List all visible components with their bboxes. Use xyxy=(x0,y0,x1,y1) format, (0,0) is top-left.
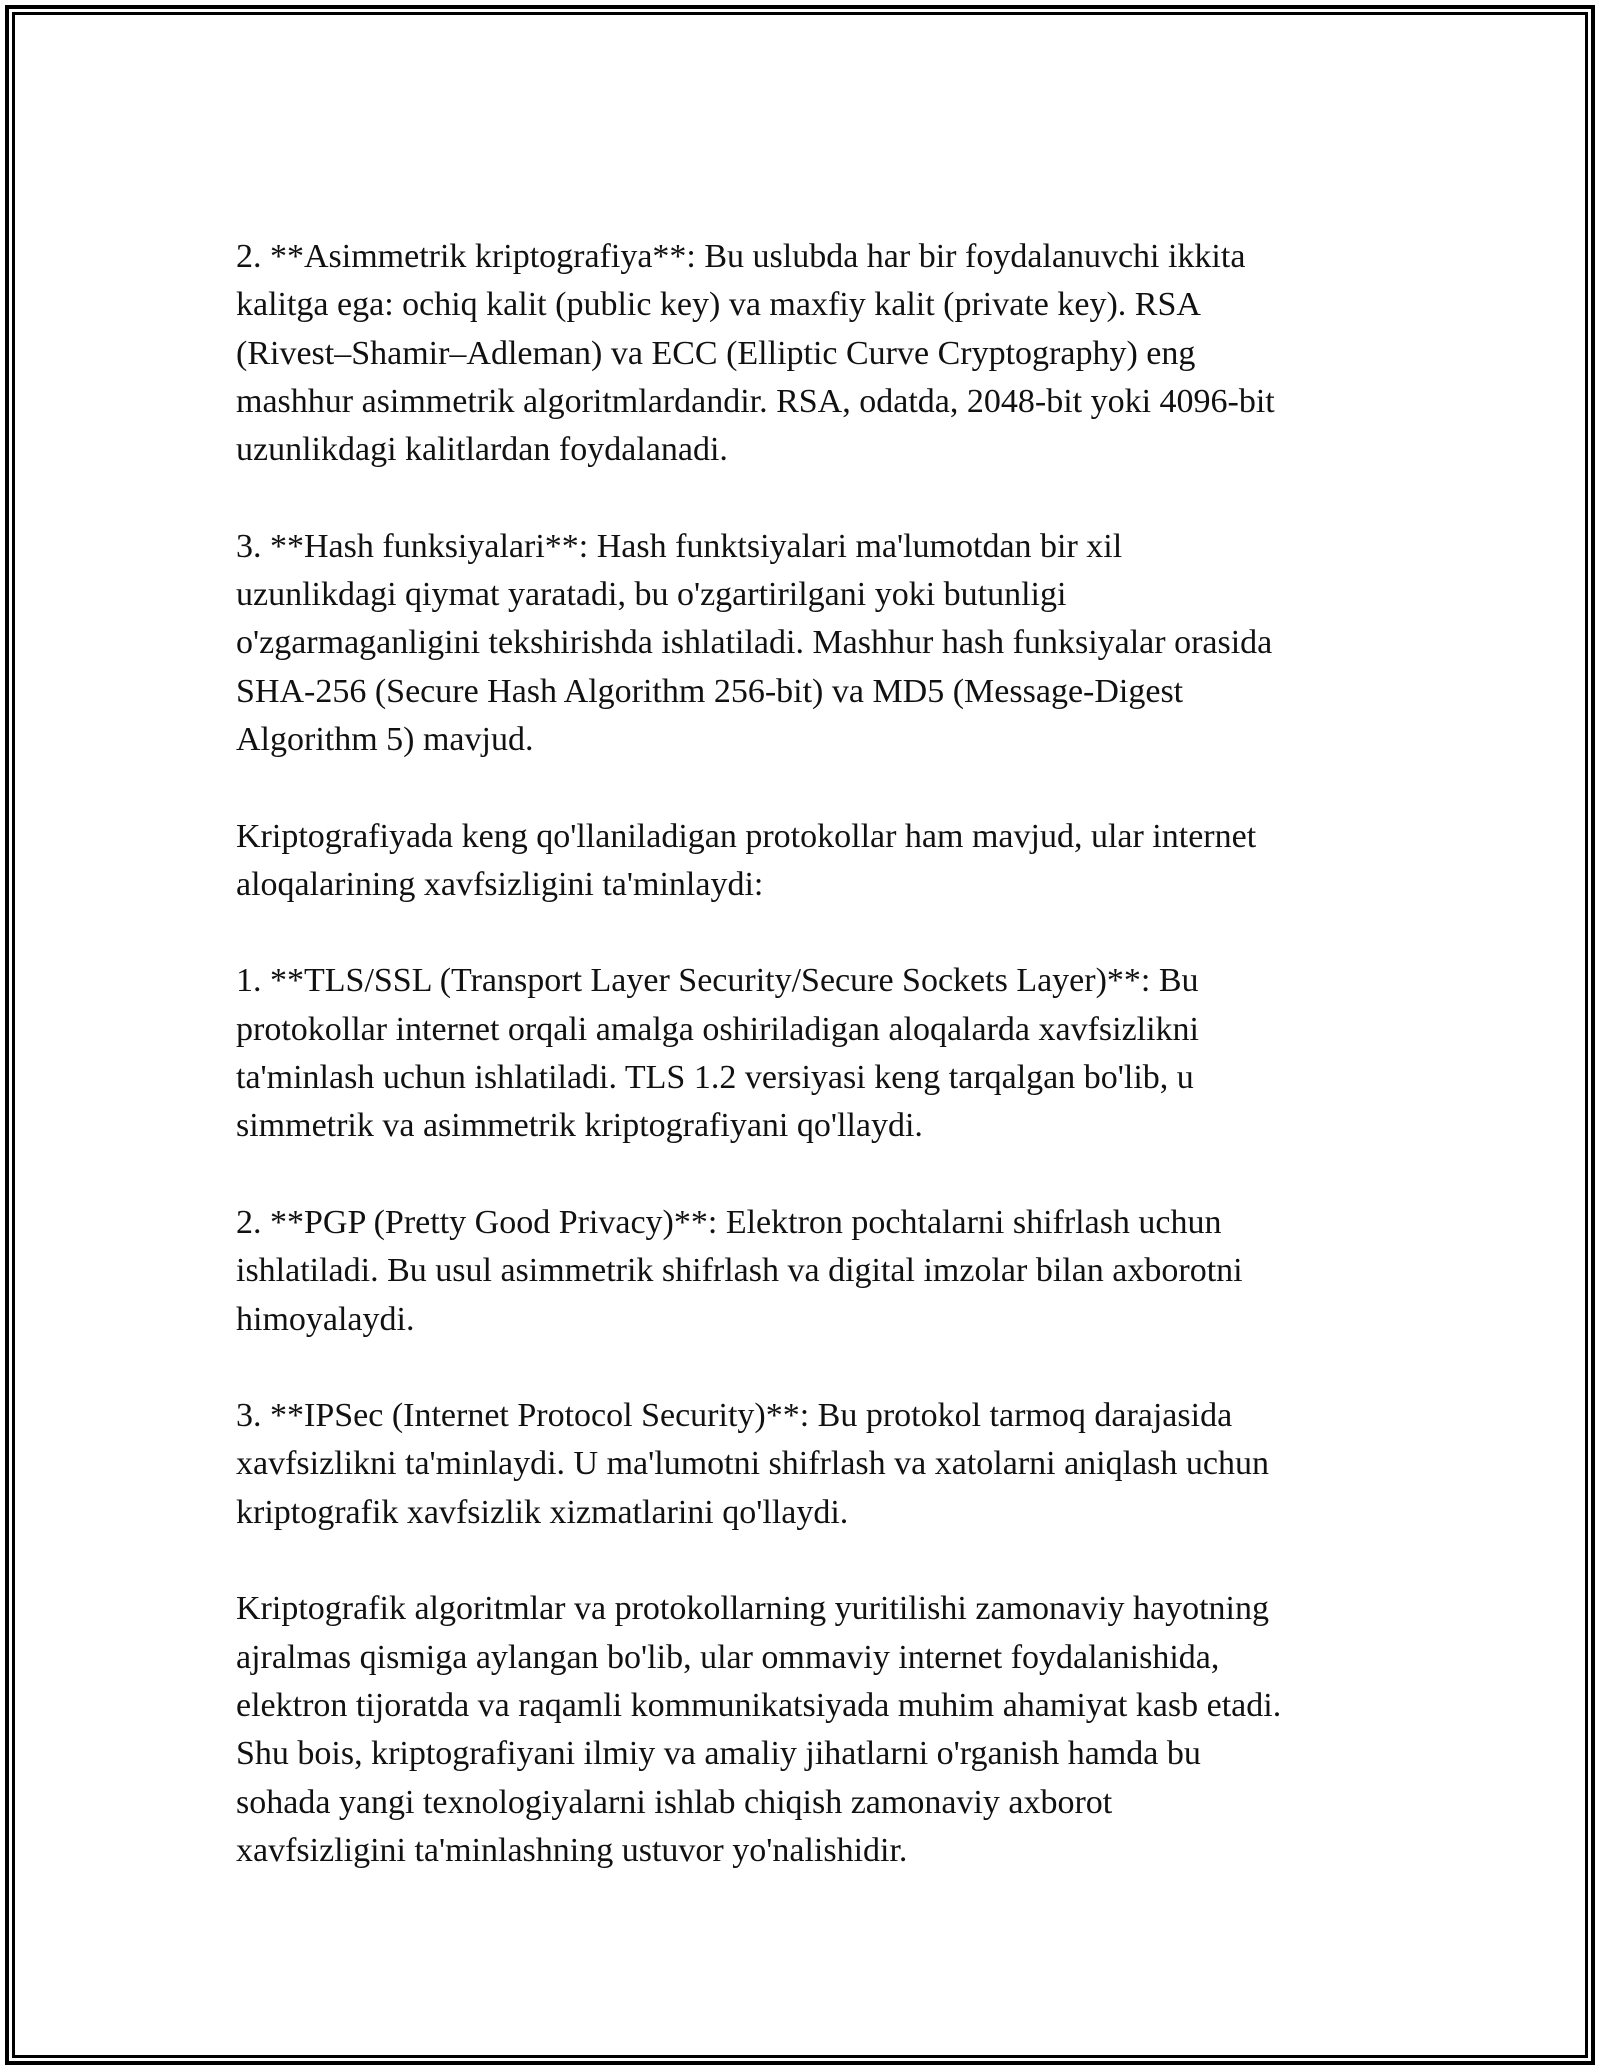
text-line: protokollar internet orqali amalga oshiriladigan aloqalarda xavfsizlikni xyxy=(236,1010,1200,1048)
text-line: kriptografik xavfsizlik xizmatlarini qo'llaydi. xyxy=(236,1493,849,1531)
text-line: Shu bois, kriptografiyani ilmiy va amaliy jihatlarni o'rganish hamda bu xyxy=(236,1735,1201,1773)
text-line: 3. **Hash funksiyalari**: Hash funktsiyalari ma'lumotdan bir xil xyxy=(236,527,1123,565)
text-line: kalitga ega: ochiq kalit (public key) va maxfiy kalit (private key). RSA xyxy=(236,286,1201,324)
document-body xyxy=(236,233,1386,1923)
text-line: mashhur asimmetrik algoritmlardandir. RSA, odatda, 2048-bit yoki 4096-bit xyxy=(236,382,1275,420)
text-line: SHA-256 (Secure Hash Algorithm 256-bit) va MD5 (Message-Digest xyxy=(236,672,1184,710)
text-line: (Rivest–Shamir–Adleman) va ECC (Elliptic Curve Cryptography) eng xyxy=(236,334,1196,372)
text-line: 1. **TLS/SSL (Transport Layer Security/Secure Sockets Layer)**: Bu xyxy=(236,962,1199,1000)
text-line: uzunlikdagi qiymat yaratadi, bu o'zgartirilgani yoki butunligi xyxy=(236,576,1067,614)
text-line: aloqalarining xavfsizligini ta'minlaydi: xyxy=(236,865,764,903)
paragraph-conclusion xyxy=(236,1585,1386,1875)
text-line: Kriptografiyada keng qo'llaniladigan protokollar ham mavjud, ular internet xyxy=(236,817,1257,855)
text-line: sohada yangi texnologiyalarni ishlab chiqish zamonaviy axborot xyxy=(236,1783,1113,1821)
text-line: xavfsizlikni ta'minlaydi. U ma'lumotni shifrlash va xatolarni aniqlash uchun xyxy=(236,1445,1269,1483)
paragraph-pgp xyxy=(236,1199,1386,1344)
text-line: ajralmas qismiga aylangan bo'lib, ular ommaviy internet foydalanishida, xyxy=(236,1638,1220,1676)
text-line: Kriptografik algoritmlar va protokollarning yuritilishi zamonaviy hayotning xyxy=(236,1590,1269,1628)
text-line: o'zgarmaganligini tekshirishda ishlatiladi. Mashhur hash funksiyalar orasida xyxy=(236,624,1273,662)
paragraph-ipsec xyxy=(236,1392,1386,1537)
text-line: 3. **IPSec (Internet Protocol Security)**: Bu protokol tarmoq darajasida xyxy=(236,1397,1233,1435)
paragraph-protocols-intro xyxy=(236,813,1386,910)
text-line: elektron tijoratda va raqamli kommunikatsiyada muhim ahamiyat kasb etadi. xyxy=(236,1686,1282,1724)
text-line: ta'minlash uchun ishlatiladi. TLS 1.2 versiyasi keng tarqalgan bo'lib, u xyxy=(236,1059,1194,1097)
text-line: xavfsizligini ta'minlashning ustuvor yo'nalishidir. xyxy=(236,1831,908,1869)
text-line: uzunlikdagi kalitlardan foydalanadi. xyxy=(236,431,728,469)
paragraph-tls-ssl xyxy=(236,957,1386,1150)
text-line: 2. **PGP (Pretty Good Privacy)**: Elektron pochtalarni shifrlash uchun xyxy=(236,1203,1222,1241)
paragraph-hash-functions xyxy=(236,523,1386,764)
text-line: 2. **Asimmetrik kriptografiya**: Bu uslubda har bir foydalanuvchi ikkita xyxy=(236,238,1246,275)
text-line: Algorithm 5) mavjud. xyxy=(236,720,534,758)
text-line: ishlatiladi. Bu usul asimmetrik shifrlash va digital imzolar bilan axborotni xyxy=(236,1252,1243,1290)
text-line: simmetrik va asimmetrik kriptografiyani qo'llaydi. xyxy=(236,1107,923,1145)
paragraph-asymmetric-crypto xyxy=(236,233,1386,474)
text-line: himoyalaydi. xyxy=(236,1300,415,1338)
